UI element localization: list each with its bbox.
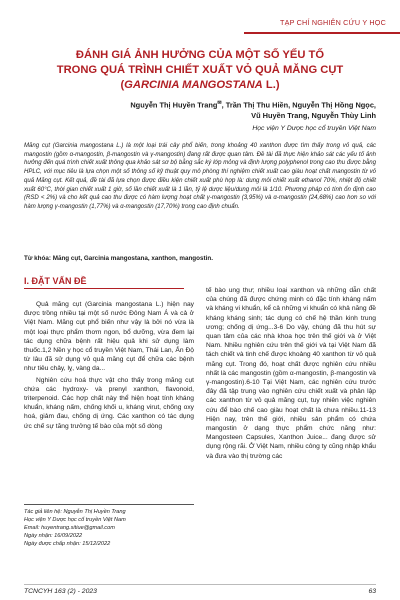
title-line-1: ĐÁNH GIÁ ẢNH HƯỞNG CỦA MỘT SỐ YẾU TỐ — [75, 49, 325, 61]
journal-reference: TCNCYH 163 (2) - 2023 — [24, 588, 97, 595]
title-line-2: TRONG QUÁ TRÌNH CHIẾT XUẤT VỎ QUẢ MĂNG CỤT — [56, 64, 344, 76]
paragraph: Nghiên cứu hoá thực vật cho thấy trong măng cụt chứa các hydroxy- và prenyl xanthon, flavonoid, triterpenoid. Các hợp chất này thể hiện hoạt tính kháng khuẩn, kháng nấm, chống khối u, kháng virut, chống oxy hoá, giảm đau, chống dị ứng. Các xanthon có tác dụng ức chế sự tăng trưởng tế bào của một số dòng — [24, 376, 194, 430]
keywords-label: Từ khóa: — [24, 255, 51, 262]
envelope-icon: ✉ — [217, 100, 222, 106]
author-line-2: Vũ Huyền Trang, Nguyễn Thùy Linh — [251, 111, 376, 121]
title-species-name: GARCINIA MANGOSTANA — [124, 79, 263, 91]
footnote-line: Tác giả liên hệ: Nguyễn Thị Huyền Trang — [24, 509, 126, 515]
footnote-accepted-date: Ngày được chấp nhận: 15/12/2022 — [24, 541, 111, 547]
keywords — [24, 255, 376, 262]
section-heading: I. ĐẶT VẤN ĐỀ — [24, 276, 184, 289]
title-paren-close: L.) — [262, 79, 280, 91]
article-title — [24, 48, 376, 93]
page-number: 63 — [368, 588, 376, 595]
author-list — [24, 98, 376, 121]
coauthors-1: , Trần Thị Thu Hiền, Nguyễn Thị Hồng Ngọc, — [221, 100, 376, 110]
journal-section-label: TẠP CHÍ NGHIÊN CỨU Y HỌC — [280, 18, 386, 27]
body-column-left — [24, 300, 194, 500]
footer-divider — [24, 584, 376, 585]
footnote-line: Học viện Y Dược học cổ truyền Việt Nam — [24, 517, 126, 523]
journal-header-band — [244, 14, 400, 34]
paragraph: Quả măng cụt (Garcinia mangostana L.) hiện nay được trồng nhiều tại một số nước Đông Nam Á và cả ở Việt Nam. Măng cụt phổ biến như vậy là bởi nó vừa là một loại thực phẩm thơm ngon, bổ dưỡng, vừa đem lại tác dụng chữa bệnh rất hiệu quả khi sử dụng làm thuốc.1,2 Nền y học cổ truyền Việt Nam, Thái Lan, Ấn Độ từ lâu đã sử dụng vỏ quả măng cụt để chữa các bệnh như tiêu chảy, lỵ, vàng da... — [24, 301, 194, 373]
corresponding-author-footnote — [24, 504, 194, 548]
body-column-right — [206, 286, 376, 572]
footnote-email[interactable]: Email: huyentrang.sitiue@gmail.com — [24, 525, 115, 531]
keywords-text: Măng cụt, Garcinia mangostana, xanthon, mangostin. — [50, 255, 213, 262]
corresponding-author: Nguyễn Thị Huyền Trang — [130, 100, 218, 110]
paragraph: tế bào ung thư; nhiều loại xanthon và những dẫn chất của chúng đã được chứng minh có đặc tính kháng nấm và kháng vi khuẩn, kể cả những vi khuẩn có khả năng đề kháng kháng sinh; tác dụng có chế hệ thần kinh trung ương; chống dị ứng...3-6 Do vậy, chúng đã thu hút sự quan tâm của các nhà khoa học trên thế giới và ở Việt Nam. Nhiều nghiên cứu trên thế giới và tại Việt Nam đã tách chiết và tinh chế được khoảng 40 xanthon từ vỏ quả măng cụt. Trong đó, hoạt chất được nghiên cứu nhiều nhất là các mangostin (gồm α-mangostin, β-mangostin và γ-mangostin).6-10 Tại Việt Nam, các nghiên cứu trước đây đã tập trung vào nghiên cứu chiết xuất và phân lập các xanthon từ vỏ quả măng cụt, tuy nhiên việc nghiên cứu để bào chế cao giàu hoạt chất là chưa nhiều.11-13 Hiện nay, trên thế giới, nhiều sản phẩm có chứa mangostin ở dạng thực phẩm chức năng như: Mangosteen Capsules, Xanthon Juice... đang được sử dụng rộng rãi. Ở Việt Nam, nhiều công ty cũng nhập khẩu và đưa vào thị trường các — [206, 287, 376, 460]
title-line-3 — [24, 78, 376, 93]
author-line-1 — [24, 98, 376, 110]
title-paren-open: ( — [120, 79, 125, 91]
abstract: Măng cụt (Garcinia mangostana L.) là một loại trái cây phổ biến, trong khoảng 40 xanthon được tìm thấy trong vỏ quả, các mangostin (gồm α-mangostin, β-mangostin và γ-mangostin) đang rất được quan tâm. Đề tài đã thực hiện khảo sát các yếu tố ảnh hưởng đến quá trình chiết xuất thông qua khảo sát sơ bộ bằng sắc ký lớp mỏng và định lượng polyphenol trong cao thu được bằng HPLC, với mục tiêu là lựa chọn một số thông số kỹ thuật quy mô phòng thí nghiệm chiết xuất cao giàu hoạt chất mangostin từ vỏ quả Măng cụt. Kết quả, đề tài đã lựa chọn được điều kiện chiết xuất phù hợp là: dung môi chiết xuất ethanol 70%, nhiệt độ chiết xuất 60°C, thời gian chiết xuất 1 giờ, số lần chiết xuất là 1 lần, tỷ lệ dược liệu/dung môi là 1/10. Phương pháp có tính ổn định cao (RSD < 2%) và cho kết quả cao thu được có hàm lượng hoạt chất γ-mangostin (3,95%) và α-mangostin (24,68%) cao hơn so với hàm lượng γ-mangostin (1,77%) và α-mangostin (17,70%) trong cao định chuẩn. — [24, 143, 376, 210]
affiliation: Học viện Y Dược học cổ truyền Việt Nam — [252, 125, 376, 132]
footnote-received-date: Ngày nhận: 16/09/2022 — [24, 533, 83, 539]
